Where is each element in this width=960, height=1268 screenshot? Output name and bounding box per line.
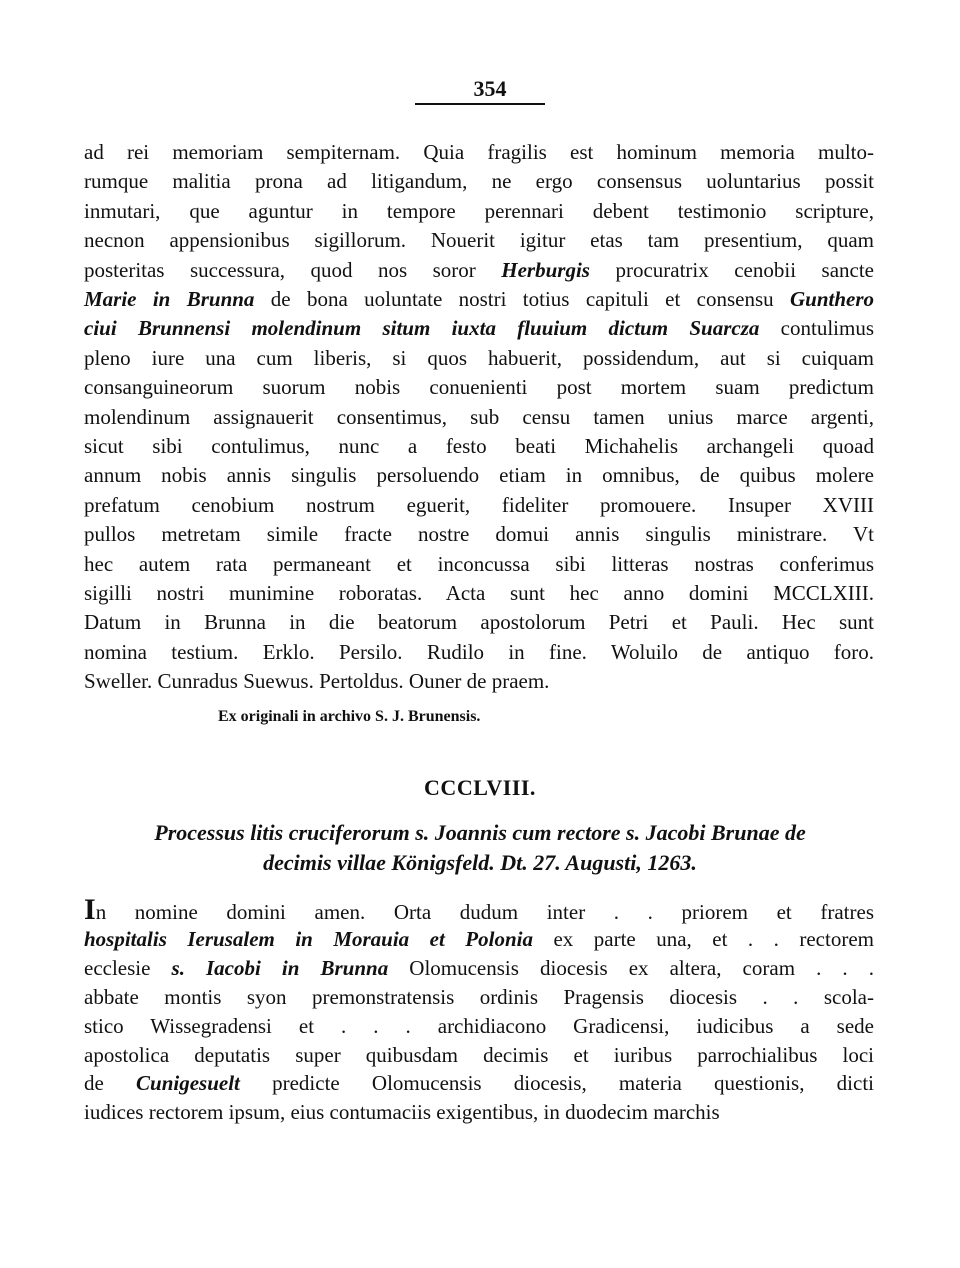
document-title-line: Processus litis cruciferorum s. Joannis cum rectore s. Jacobi Brunae de	[154, 820, 806, 845]
page-number: 354	[473, 76, 507, 101]
source-note: Ex originali in archivo S. J. Brunensis.	[218, 708, 481, 725]
document-line: abbate montis syon premonstratensis ordinis Pragensis diocesis . . scola-	[84, 984, 874, 1009]
document-title-line: decimis villae Königsfeld. Dt. 27. Augusti, 1263.	[263, 850, 697, 875]
charter-line: ad rei memoriam sempiternam. Quia fragilis est hominum memoria multo-	[84, 140, 874, 164]
document-line: apostolica deputatis super quibusdam decimis et iuribus parrochialibus loci	[84, 1042, 874, 1067]
charter-line: consanguineorum suorum nobis conuenienti post mortem suam predictum	[84, 375, 874, 400]
charter-line: molendinum assignauerit consentimus, sub censu tamen unius marce argenti,	[84, 404, 874, 429]
charter-line: sigilli nostri munimine roboratas. Acta sunt hec anno domini MCCLXIII.	[84, 581, 874, 605]
document-line: ecclesie s. Iacobi in Brunna Olomucensis diocesis ex altera, coram . . .	[84, 955, 874, 980]
charter-line: Datum in Brunna in die beatorum apostolorum Petri et Pauli. Hec sunt	[84, 610, 874, 635]
document-line: iudices rectorem ipsum, eius contumaciis exigentibus, in duodecim marchis	[84, 1100, 720, 1125]
charter-line: pleno iure una cum liberis, si quos habuerit, possidendum, aut si cuiquam	[84, 345, 874, 370]
charter-line: annum nobis annis singulis persoluendo etiam in omnibus, de quibus molere	[84, 463, 874, 488]
charter-line: Sweller. Cunradus Suewus. Pertoldus. Ouner de praem.	[84, 669, 550, 694]
charter-line: necnon appensionibus sigillorum. Nouerit igitur etas tam presentium, quam	[84, 228, 874, 253]
charter-line: inmutari, que aguntur in tempore perennari debent testimonio scripture,	[84, 198, 874, 223]
document-line: stico Wissegradensi et . . . archidiacono Gradicensi, iudicibus a sede	[84, 1013, 874, 1038]
document-line: In nomine domini amen. Orta dudum inter . . priorem et fratres	[84, 893, 874, 926]
document-line: hospitalis Ierusalem in Morauia et Polonia ex parte una, et . . rectorem	[84, 926, 874, 951]
charter-line: rumque malitia prona ad litigandum, ne ergo consensus uoluntarius possit	[84, 169, 874, 194]
charter-line: pullos metretam simile fracte nostre domui annis singulis ministrare. Vt	[84, 522, 874, 547]
header-rule	[415, 103, 545, 105]
document-number: CCCLVIII.	[424, 775, 536, 800]
charter-line: posteritas successura, quod nos soror Herburgis procuratrix cenobii sancte	[84, 257, 874, 282]
charter-line: prefatum cenobium nostrum eguerit, fideliter promouere. Insuper XVIII	[84, 492, 874, 517]
document-line: de Cunigesuelt predicte Olomucensis diocesis, materia questionis, dicti	[84, 1071, 874, 1096]
charter-line: ciui Brunnensi molendinum situm iuxta fluuium dictum Suarcza contulimus	[84, 316, 874, 341]
charter-line: hec autem rata permaneant et inconcussa sibi litteras nostras conferimus	[84, 551, 874, 576]
charter-line: nomina testium. Erklo. Persilo. Rudilo in fine. Woluilo de antiquo foro.	[84, 639, 874, 664]
charter-line: Marie in Brunna de bona uoluntate nostri totius capituli et consensu Gunthero	[84, 287, 875, 311]
charter-line: sicut sibi contulimus, nunc a festo beati Michahelis archangeli quoad	[84, 434, 874, 458]
